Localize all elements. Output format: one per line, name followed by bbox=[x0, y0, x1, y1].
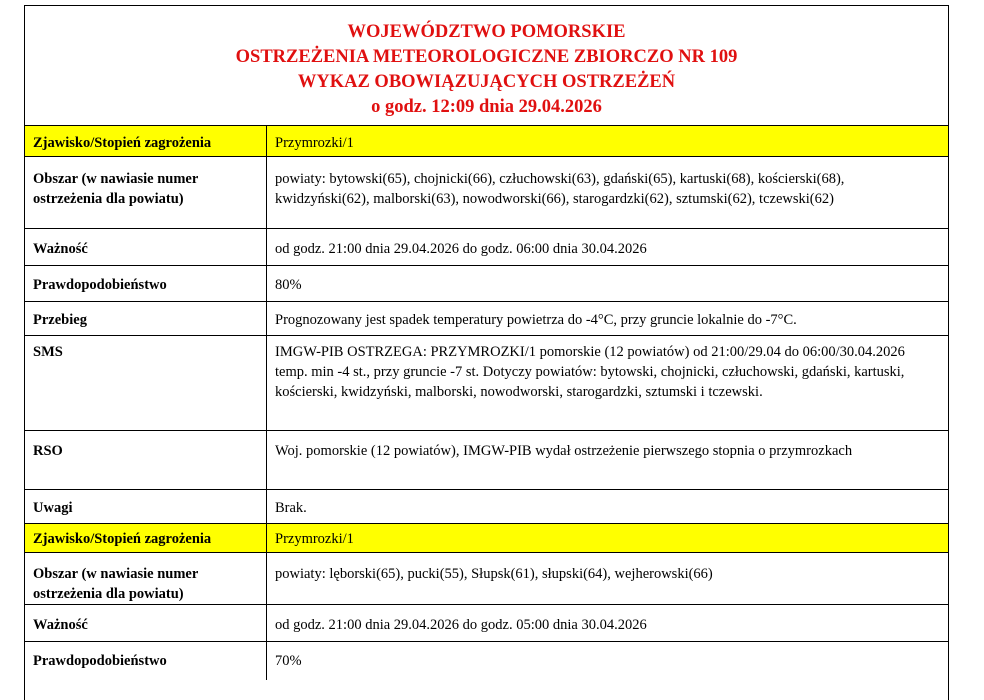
header-timestamp: o godz. 12:09 dnia 29.04.2026 bbox=[371, 97, 602, 117]
area-label: Obszar (w nawiasie numer ostrzeżenia dla powiatu) bbox=[25, 157, 267, 228]
phenomenon-row bbox=[25, 126, 948, 157]
phenomenon-row bbox=[25, 524, 948, 553]
sms-row bbox=[25, 336, 948, 431]
sms-value: IMGW-PIB OSTRZEGA: PRZYMROZKI/1 pomorskie (12 powiatów) od 21:00/29.04 do 06:00/30.04.2026 temp. min -4 st., przy gruncie -7 st. Dotyczy powiatów: bytowski, chojnicki, człuchowski, gdański, kartuski, kościerski, kwidzyński, malborski, nowodworski, starogardzki, sztumski i tczewski. bbox=[275, 344, 905, 400]
course-row bbox=[25, 302, 948, 336]
probability-row bbox=[25, 642, 948, 680]
phenomenon-value: Przymrozki/1 bbox=[275, 135, 354, 151]
area-label: Obszar (w nawiasie numer ostrzeżenia dla powiatu) bbox=[25, 553, 267, 604]
notes-row bbox=[25, 490, 948, 524]
validity-value: od godz. 21:00 dnia 29.04.2026 do godz. 05:00 dnia 30.04.2026 bbox=[275, 617, 647, 633]
course-label: Przebieg bbox=[25, 302, 267, 335]
phenomenon-label: Zjawisko/Stopień zagrożenia bbox=[25, 524, 267, 552]
sms-label: SMS bbox=[25, 336, 267, 430]
rso-row bbox=[25, 431, 948, 490]
probability-value: 80% bbox=[275, 277, 302, 293]
header-title: OSTRZEŻENIA METEOROLOGICZNE ZBIORCZO NR 109 bbox=[235, 47, 738, 67]
notes-label: Uwagi bbox=[25, 490, 267, 523]
phenomenon-value: Przymrozki/1 bbox=[275, 531, 354, 547]
probability-value: 70% bbox=[275, 653, 302, 669]
validity-row bbox=[25, 229, 948, 266]
validity-value: od godz. 21:00 dnia 29.04.2026 do godz. 06:00 dnia 30.04.2026 bbox=[275, 241, 647, 257]
validity-label: Ważność bbox=[25, 229, 267, 265]
validity-row bbox=[25, 605, 948, 642]
probability-row bbox=[25, 266, 948, 302]
validity-label: Ważność bbox=[25, 605, 267, 641]
probability-label: Prawdopodobieństwo bbox=[25, 642, 267, 680]
area-row bbox=[25, 553, 948, 605]
header-region: WOJEWÓDZTWO POMORSKIE bbox=[347, 22, 626, 42]
area-row bbox=[25, 157, 948, 229]
probability-label: Prawdopodobieństwo bbox=[25, 266, 267, 301]
warnings-document bbox=[24, 5, 949, 700]
document-header bbox=[25, 6, 948, 126]
header-subtitle: WYKAZ OBOWIĄZUJĄCYCH OSTRZEŻEŃ bbox=[297, 72, 676, 92]
phenomenon-label: Zjawisko/Stopień zagrożenia bbox=[25, 126, 267, 156]
rso-label: RSO bbox=[25, 431, 267, 489]
rso-value: Woj. pomorskie (12 powiatów), IMGW-PIB wydał ostrzeżenie pierwszego stopnia o przymrozkach bbox=[275, 443, 853, 459]
course-value: Prognozowany jest spadek temperatury powietrza do -4°C, przy gruncie lokalnie do -7°C. bbox=[275, 312, 797, 328]
notes-value: Brak. bbox=[275, 500, 307, 516]
area-value: powiaty: lęborski(65), pucki(55), Słupsk(61), słupski(64), wejherowski(66) bbox=[275, 566, 713, 582]
area-value: powiaty: bytowski(65), chojnicki(66), człuchowski(63), gdański(65), kartuski(68), kościerski(68), kwidzyński(62), malborski(63), nowodworski(66), starogardzki(62), sztumski(62), tczewski(62) bbox=[275, 171, 845, 207]
